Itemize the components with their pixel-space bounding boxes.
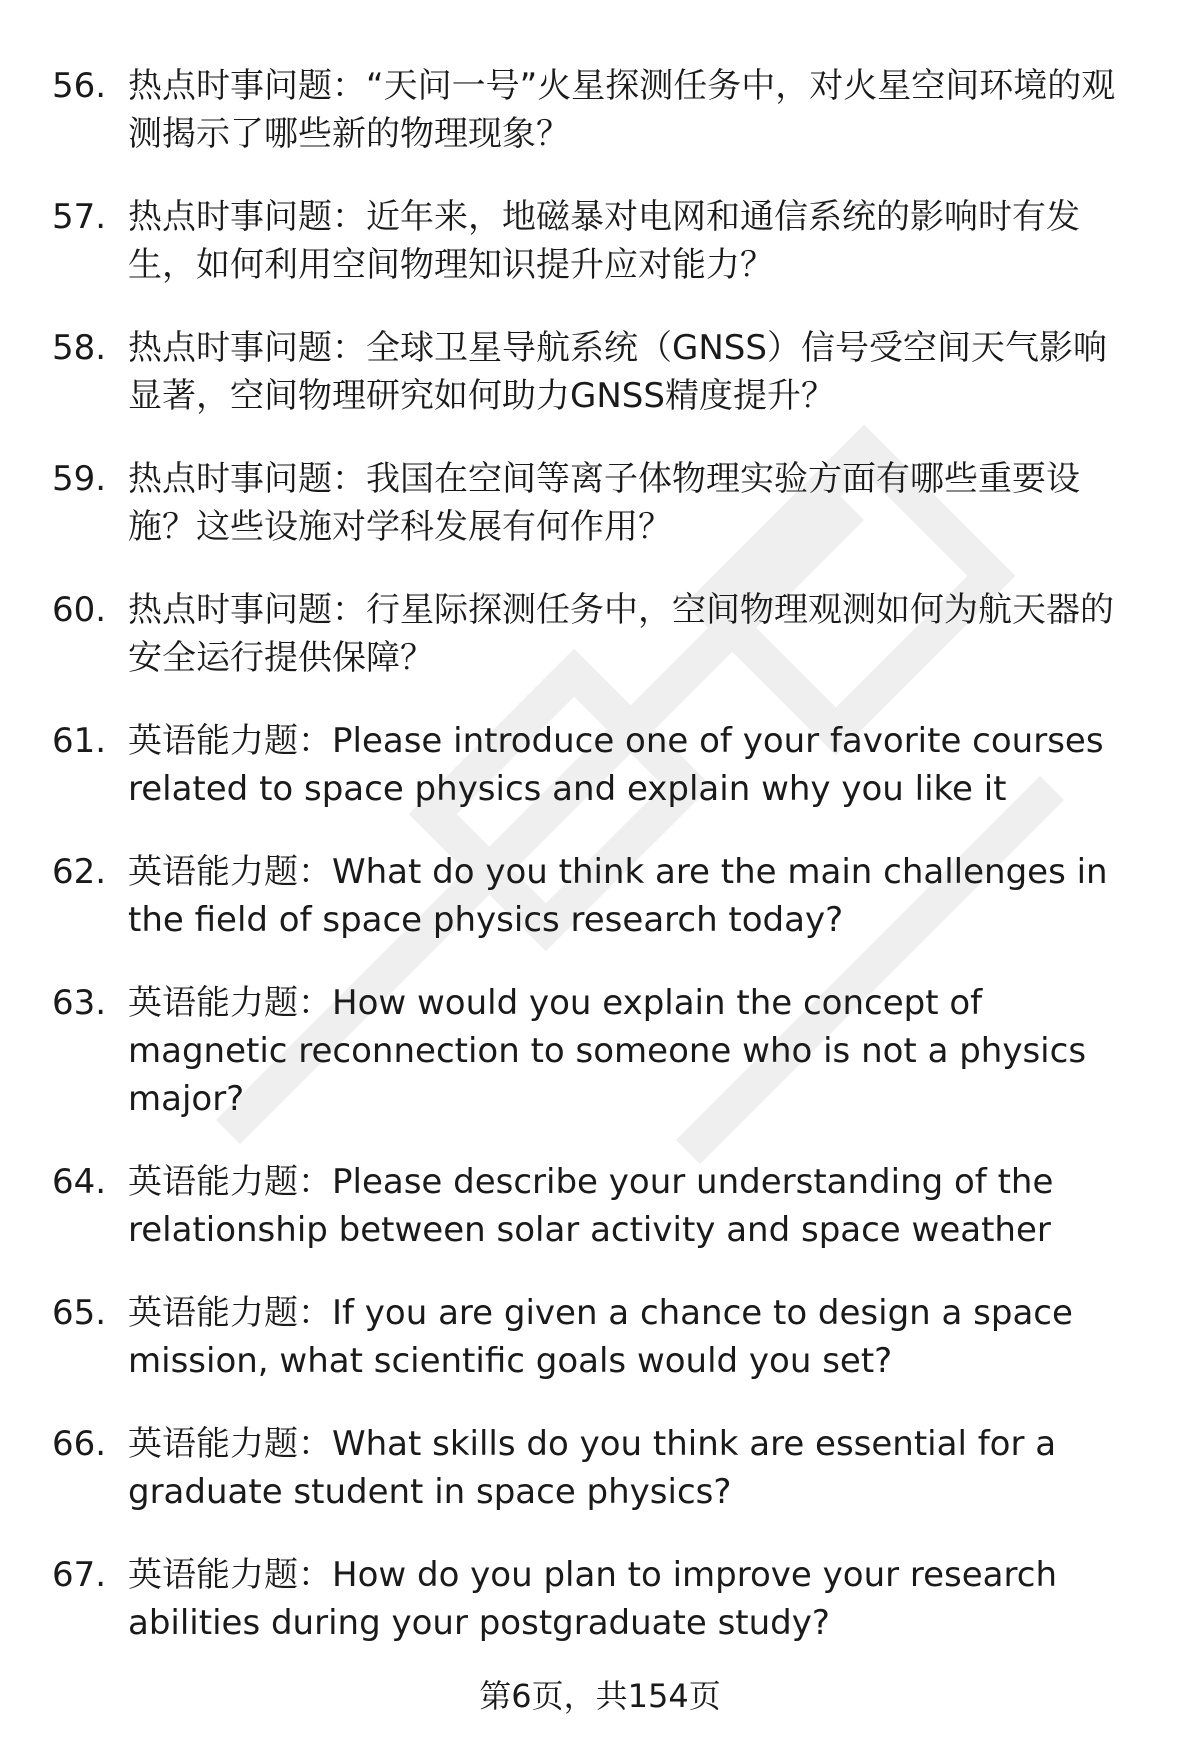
question-item [0, 62, 1200, 158]
question-text: 热点时事问题：全球卫星导航系统（GNSS）信号受空间天气影响显著，空间物理研究如何助力GNSS精度提升？ [128, 328, 1107, 416]
question-number: 59. [52, 459, 107, 499]
page-footer [0, 1674, 1200, 1718]
question-number: 66. [52, 1424, 107, 1464]
question-text: 热点时事问题：近年来，地磁暴对电网和通信系统的影响时有发生，如何利用空间物理知识提升应对能力？ [128, 197, 1080, 285]
question-text: 英语能力题：If you are given a chance to design a space mission, what scientific goals would you set? [128, 1293, 1073, 1381]
question-number: 57. [52, 197, 107, 237]
question-text: 英语能力题：Please describe your understanding of the relationship between solar activity and space weather [128, 1162, 1054, 1250]
question-number: 67. [52, 1555, 107, 1595]
question-number: 58. [52, 328, 107, 368]
question-item [0, 193, 1200, 289]
question-text: 热点时事问题：我国在空间等离子体物理实验方面有哪些重要设施？这些设施对学科发展有何作用？ [128, 459, 1080, 547]
question-item [0, 848, 1200, 944]
question-number: 56. [52, 66, 107, 106]
question-item [0, 324, 1200, 420]
question-number: 60. [52, 590, 107, 630]
question-item [0, 1420, 1200, 1516]
question-number: 65. [52, 1293, 107, 1333]
question-item [0, 1158, 1200, 1254]
question-number: 62. [52, 852, 107, 892]
question-item [0, 586, 1200, 682]
question-item [0, 455, 1200, 551]
page-number-label: 第6页，共154页 [479, 1677, 721, 1715]
question-item [0, 717, 1200, 813]
question-text: 热点时事问题：行星际探测任务中，空间物理观测如何为航天器的安全运行提供保障？ [128, 590, 1114, 678]
question-number: 64. [52, 1162, 107, 1202]
question-text: 英语能力题：How would you explain the concept of magnetic reconnection to someone who is not a physics major? [128, 983, 1087, 1119]
question-text: 英语能力题：What do you think are the main challenges in the field of space physics research today? [128, 852, 1108, 940]
question-text: 英语能力题：What skills do you think are essential for a graduate student in space physics? [128, 1424, 1057, 1512]
question-text: 英语能力题：How do you plan to improve your research abilities during your postgraduate study? [128, 1555, 1057, 1643]
question-text: 英语能力题：Please introduce one of your favorite courses related to space physics and explain why you like it [128, 721, 1104, 809]
question-item [0, 1289, 1200, 1385]
question-text: 热点时事问题：“天问一号”火星探测任务中，对火星空间环境的观测揭示了哪些新的物理现象？ [128, 66, 1116, 154]
question-item [0, 979, 1200, 1123]
question-list [0, 62, 1200, 1682]
question-number: 63. [52, 983, 107, 1023]
question-item [0, 1551, 1200, 1647]
question-number: 61. [52, 721, 107, 761]
